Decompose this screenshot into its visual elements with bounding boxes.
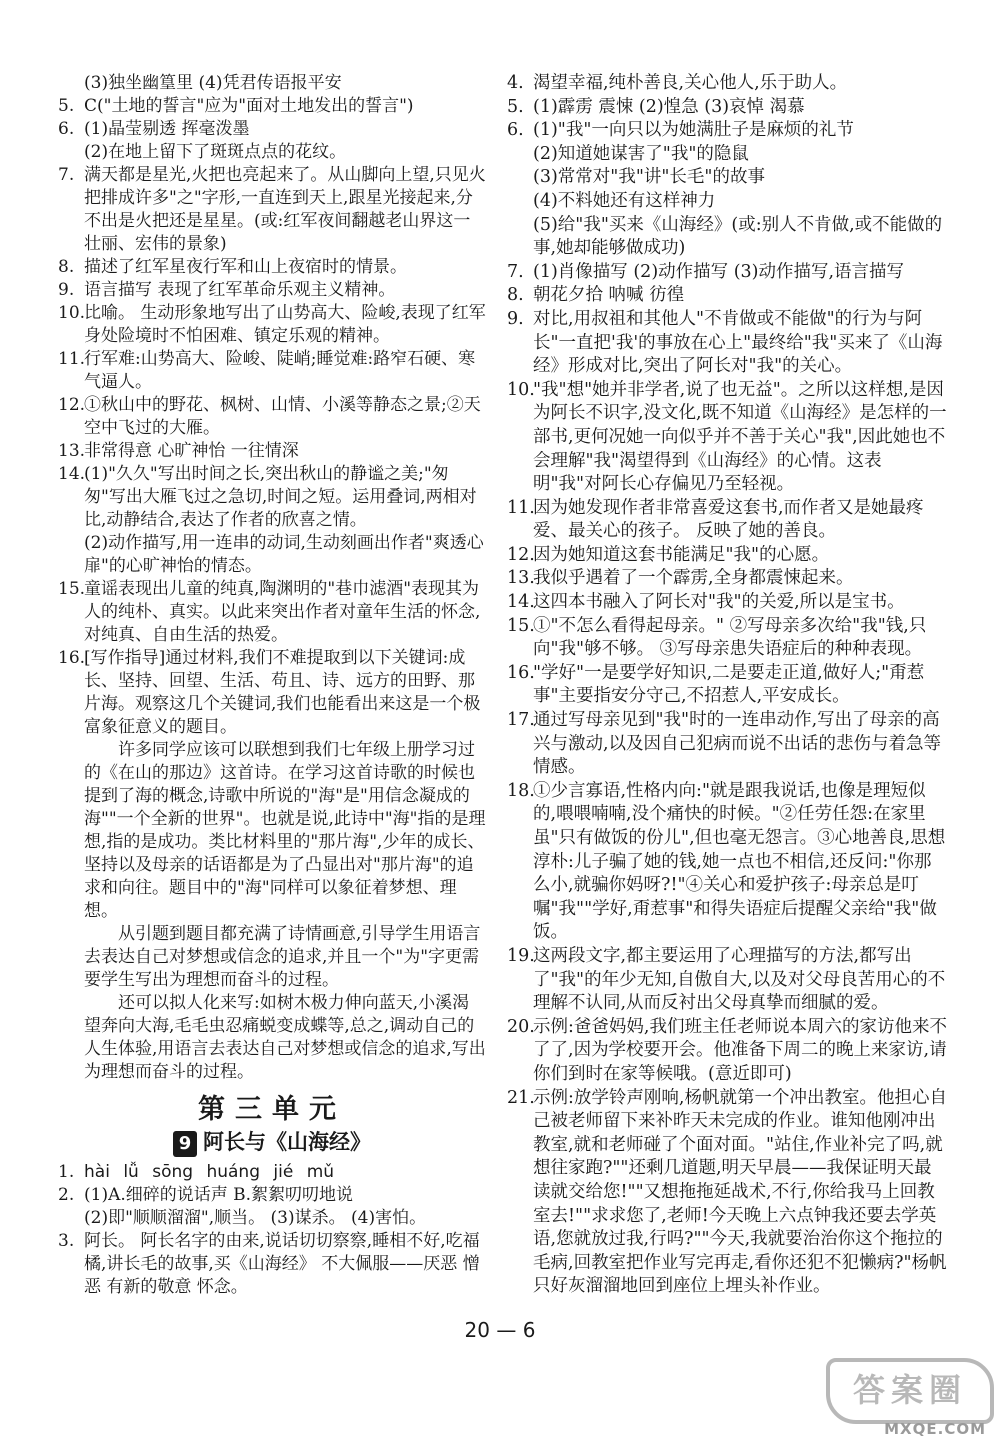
answer-text: (2)动作描写,用一连串的动词,生动刻画出作者"爽透心扉"的心旷神怡的情态。 <box>84 533 484 576</box>
answer-text: (3)常常对"我"讲"长毛"的故事 <box>533 167 765 188</box>
answer-number: 18. <box>507 780 535 801</box>
answer-text: 因为她知道这套书能满足"我"的心愿。 <box>533 544 830 565</box>
answer-text: 描述了红军星夜行军和山上夜宿时的情景。 <box>84 257 407 277</box>
answer-text: (1)"久久"写出时间之长,突出秋山的静谧之美;"匆匆"写出大雁飞过之急切,时间之短。运用叠词,两相对比,动静结合,表达了作者的欣喜之情。 <box>84 464 477 530</box>
answer-item <box>507 567 947 591</box>
answer-item <box>58 1161 486 1184</box>
answer-number: 6. <box>58 119 75 139</box>
answer-number: 9. <box>58 280 75 300</box>
answer-item <box>507 308 947 379</box>
answer-number: 5. <box>58 96 75 116</box>
answer-item <box>507 615 947 662</box>
answer-text: (2)知道她谋害了"我"的隐鼠 <box>533 143 749 164</box>
answer-number: 6. <box>507 120 524 141</box>
paragraph-wrapper <box>58 992 486 1084</box>
answer-item <box>507 662 947 709</box>
answer-number: 9. <box>507 308 524 329</box>
answer-text: 满天都是星光,火把也亮起来了。从山脚向上望,只见火把排成许多"之"字形,一直连到天上,跟星光接起来,分不出是火把还是星星。(或:红军夜间翻越老山界这一壮丽、宏伟的景象) <box>84 165 486 254</box>
lesson-number-badge: 9 <box>173 1131 197 1157</box>
answer-item <box>58 95 486 118</box>
answer-item <box>507 72 947 96</box>
answer-item <box>58 256 486 279</box>
answer-number: 13. <box>507 568 535 589</box>
answer-number: 7. <box>507 261 524 282</box>
answer-number: 16. <box>507 662 535 683</box>
watermark-logo-mark: 答案圈 <box>826 1358 994 1424</box>
answer-item <box>507 284 947 308</box>
answer-text: (1)霹雳 震悚 (2)惶急 (3)哀悼 渴慕 <box>533 96 805 117</box>
answer-number: 2. <box>58 1185 75 1205</box>
answer-number: 14. <box>58 464 86 484</box>
answer-text: 非常得意 心旷神怡 一往情深 <box>84 441 299 461</box>
answer-text: (1)晶莹剔透 挥毫泼墨 <box>84 119 250 139</box>
answer-item <box>58 578 486 647</box>
answer-text: hài lǚ sōng huáng jié mǔ <box>84 1162 335 1182</box>
answer-item <box>507 945 947 1016</box>
answer-item <box>507 96 947 120</box>
answer-text: 语言描写 表现了红军革命乐观主义精神。 <box>84 280 396 300</box>
right-column <box>507 72 947 1299</box>
answer-number: 21. <box>507 1087 535 1108</box>
answer-number: 8. <box>507 285 524 306</box>
answer-item <box>58 394 486 440</box>
answer-text: (4)不料她还有这样神力 <box>533 190 716 211</box>
answer-number: 13. <box>58 441 86 461</box>
answer-item <box>507 1016 947 1087</box>
answer-text: 对比,用叔祖和其他人"不肯做或不能做"的行为与阿长"一直把'我'的事放在心上"最终给"我"买来了《山海经》形成对比,突出了阿长对"我"的关心。 <box>533 308 943 377</box>
answer-text: 阿长。 阿长名字的由来,说话切切察察,睡相不好,吃福橘,讲长毛的故事,买《山海经》 不大佩服——厌恶 憎恶 有新的敬意 怀念。 <box>84 1231 480 1297</box>
answer-item <box>58 302 486 348</box>
page-number: 20 — 6 <box>464 1318 536 1342</box>
watermark-site-text: MXQE.COM <box>884 1420 986 1438</box>
answer-item <box>58 463 486 578</box>
answer-text: 这四本书融入了阿长对"我"的关爱,所以是宝书。 <box>533 592 905 613</box>
answer-text: 比喻。 生动形象地写出了山势高大、险峻,表现了红军身处险境时不怕困难、镇定乐观的精神。 <box>84 303 486 346</box>
writing-guide-paragraph: 还可以拟人化来写:如树木极力伸向蓝天,小溪渴望奔向大海,毛毛虫忍痛蜕变成蝶等,总之,调动自己的人生体验,用语言去表达自己对梦想或信念的追求,写出为理想而奋斗的过程。 <box>84 993 486 1082</box>
answer-number: 5. <box>507 96 524 117</box>
answer-text: [写作指导]通过材料,我们不难提取到以下关键词:成长、坚持、回望、生活、苟且、诗、远方的田野、那片海。观察这几个关键词,我们也能看出来这是一个极富象征意义的题目。 <box>84 648 481 737</box>
writing-guide-paragraph: 许多同学应该可以联想到我们七年级上册学习过的《在山的那边》这首诗。在学习这首诗歌的时候也提到了海的概念,诗歌中所说的"海"是"用信念凝成的海""一个全新的世界"。也就是说,此诗中"海"指的是理想,指的是成功。类比材料里的"那片海",少年的成长、坚持以及母亲的话语都是为了凸显出对"那片海"的追求和向往。题目中的"海"同样可以象征着梦想、理想。 <box>84 740 486 921</box>
left-column <box>58 72 486 1299</box>
answer-item <box>58 440 486 463</box>
answer-text: 通过写母亲见到"我"时的一连串动作,写出了母亲的高兴与激动,以及因自己犯病而说不出话的悲伤与着急等情感。 <box>533 710 942 778</box>
answer-item <box>507 591 947 615</box>
answer-number: 12. <box>507 544 535 565</box>
paragraph-wrapper <box>58 923 486 992</box>
answer-text: 示例:爸爸妈妈,我们班主任老师说本周六的家访他来不了了,因为学校要开会。他准备下周二的晚上来家访,请你们到时在家等候哦。(意近即可) <box>533 1016 947 1084</box>
answer-text: ①少言寡语,性格内向:"就是跟我说话,也像是理短似的,喂喂喃喃,没个痛快的时候。"②任劳任怨:在家里虽"只有做饭的份儿",但也毫无怨言。③心地善良,思想淳朴:儿子骗了她的钱,她一点也不相信,还反问:"你那么小,就骗你妈呀?!"④关心和爱护孩子:母亲总是叮嘱"我""学好,甭惹事"和得失语症后提醒父亲给"我"做饭。 <box>533 780 946 943</box>
answer-item <box>507 544 947 568</box>
answer-text: ①秋山中的野花、枫树、山情、小溪等静态之景;②天空中飞过的大雁。 <box>84 395 481 438</box>
answer-number: 16. <box>58 648 86 668</box>
answer-item <box>58 1184 486 1230</box>
answer-item <box>58 1230 486 1299</box>
answer-item <box>507 379 947 497</box>
answer-item <box>58 348 486 394</box>
answer-text: 这两段文字,都主要运用了心理描写的方法,都写出了"我"的年少无知,自傲自大,以及对父母良苦用心的不理解不认同,从而反衬出父母真挚而细腻的爱。 <box>533 945 946 1014</box>
answer-number: 1. <box>58 1162 75 1182</box>
answer-item <box>58 72 486 95</box>
answer-number: 8. <box>58 257 75 277</box>
paragraph-wrapper <box>58 739 486 923</box>
answer-text: (2)在地上留下了斑斑点点的花纹。 <box>84 142 347 162</box>
answer-text: "我"想"她并非学者,说了也无益"。之所以这样想,是因为阿长不识字,没文化,既不知道《山海经》是怎样的一部书,更何况她一向似乎并不善于关心"我",因此她也不会理解"我"渴望得到《山海经》的心情。这表明"我"对阿长心存偏见乃至轻视。 <box>533 379 947 495</box>
answer-number: 7. <box>58 165 75 185</box>
answer-item <box>58 118 486 164</box>
answer-text: (3)独坐幽篁里 (4)凭君传语报平安 <box>84 73 342 93</box>
answer-item <box>507 1087 947 1299</box>
answer-text: 童谣表现出儿童的纯真,陶渊明的"巷巾滤酒"表现其为人的纯朴、真实。以此来突出作者对童年生活的怀念,对纯真、自由生活的热爱。 <box>84 579 481 645</box>
watermark-logo <box>822 1356 992 1442</box>
answer-number: 20. <box>507 1016 535 1037</box>
answer-number: 19. <box>507 945 535 966</box>
answer-text: (5)给"我"买来《山海经》(或:别人不肯做,或不能做的事,她却能够做成功) <box>533 214 943 259</box>
answer-text: (1)A.细碎的说话声 B.絮絮叨叨地说 <box>84 1185 354 1205</box>
answer-item <box>507 709 947 780</box>
lesson-title: 阿长与《山海经》 <box>203 1130 371 1154</box>
answer-number: 12. <box>58 395 86 415</box>
answer-number: 11. <box>58 349 86 369</box>
writing-guide-paragraph: 从引题到题目都充满了诗情画意,引导学生用语言去表达自己对梦想或信念的追求,并且一个"为"字更需要学生写出为理想而奋斗的过程。 <box>84 924 481 990</box>
answer-item <box>507 780 947 945</box>
answer-text: (1)"我"一向只以为她满肚子是麻烦的礼节 <box>533 120 854 141</box>
answer-text: 渴望幸福,纯朴善良,关心他人,乐于助人。 <box>533 73 848 93</box>
answer-number: 15. <box>58 579 86 599</box>
answer-text: "学好"一是要学好知识,二是要走正道,做好人;"甭惹事"主要指安分守己,不招惹人,平安成长。 <box>533 662 925 707</box>
answer-number: 11. <box>507 497 535 518</box>
answer-text: 我似乎遇着了一个霹雳,全身都震悚起来。 <box>533 568 854 589</box>
answer-text: 示例:放学铃声刚响,杨帆就第一个冲出教室。他担心自己被老师留下来补昨天未完成的作业。谁知他刚冲出教室,就和老师碰了个面对面。"站住,作业补完了吗,就想往家跑?""还剩几道题,明天早晨——我保证明天最读就交给您!""又想拖拖延战术,不行,你给我马上回教室去!""求求您了,老师!今天晚上六点钟我还要去学英语,您就放过我,行吗?""今天,我就要治治你这个拖拉的毛病,回教室把作业写完再走,看你还犯不犯懒病?"杨帆只好灰溜溜地回到座位上埋头补作业。 <box>533 1087 947 1297</box>
answer-text: 朝花夕拾 呐喊 彷徨 <box>533 285 685 306</box>
answer-number: 17. <box>507 710 535 731</box>
answer-text: (2)即"顺顺溜溜",顺当。 (3)谋杀。 (4)害怕。 <box>84 1208 427 1228</box>
answer-text: 因为她发现作者非常喜爱这套书,而作者又是她最疼爱、最关心的孩子。 反映了她的善良。 <box>533 497 924 542</box>
answer-text: (1)肖像描写 (2)动作描写 (3)动作描写,语言描写 <box>533 261 905 282</box>
answer-number: 3. <box>58 1231 75 1251</box>
answer-number: 10. <box>58 303 86 323</box>
answer-number: 15. <box>507 615 535 636</box>
answer-item <box>58 647 486 739</box>
answer-text: ①"不怎么看得起母亲。" ②写母亲多次给"我"钱,只向"我"够不够。 ③写母亲患失语症后的种种表现。 <box>533 615 927 660</box>
answer-item <box>507 119 947 261</box>
lesson-heading <box>58 1131 486 1157</box>
answer-number: 4. <box>507 73 524 93</box>
answer-item <box>507 261 947 285</box>
answer-item <box>58 279 486 302</box>
answer-number: 10. <box>507 379 535 400</box>
answer-text: 行军难:山势高大、险峻、陡峭;睡觉难:路窄石硬、寒气逼人。 <box>84 349 476 392</box>
answer-item <box>58 164 486 256</box>
answer-text: C("土地的誓言"应为"面对土地发出的誓言") <box>84 96 414 116</box>
answer-number: 14. <box>507 592 535 613</box>
answer-item <box>507 497 947 544</box>
unit-title: 第三单元 <box>198 1094 346 1125</box>
